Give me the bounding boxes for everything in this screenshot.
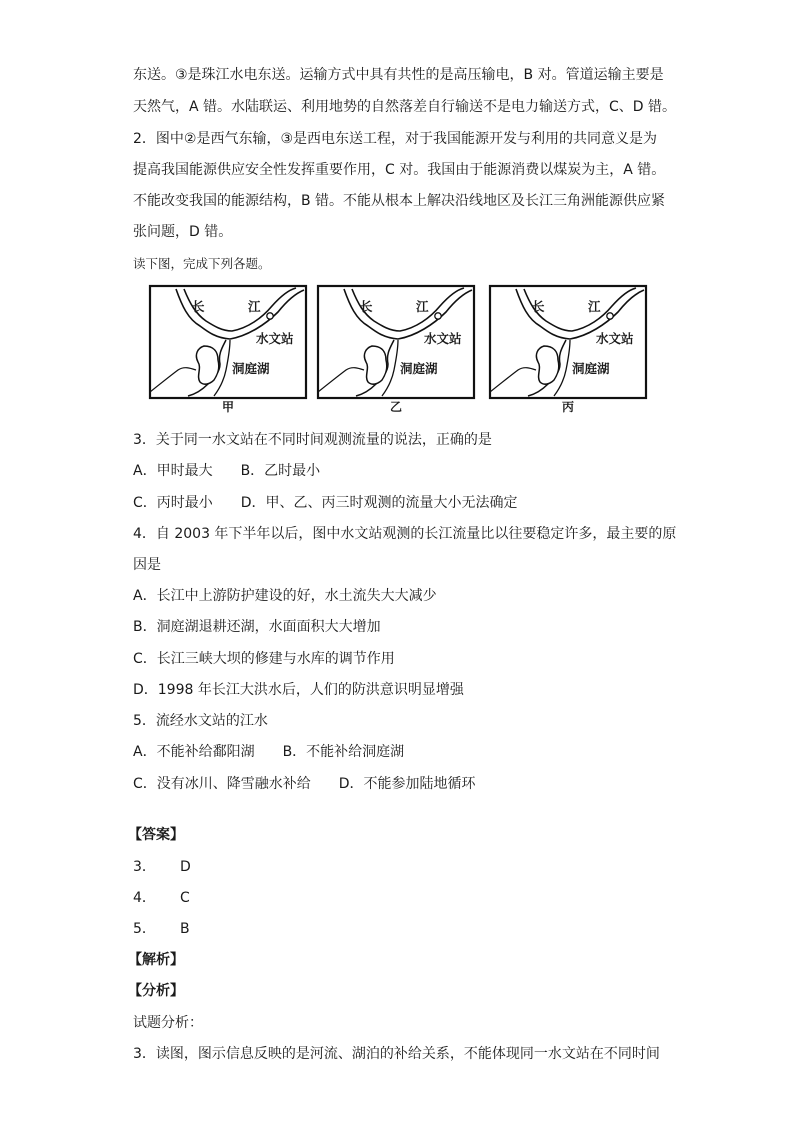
lake-label: 洞庭湖 bbox=[400, 361, 438, 376]
paragraph-line: 张问题，D 错。 bbox=[133, 224, 233, 240]
analysis-text: 3．读图，图示信息反映的是河流、湖泊的补给关系，不能体现同一水文站在不同时间 bbox=[133, 1046, 660, 1062]
question-3-stem: 3．关于同一水文站在不同时间观测流量的说法，正确的是 bbox=[133, 432, 492, 448]
paragraph-line: 不能改变我国的能源结构，B 错。不能从根本上解决沿线地区及长江三角洲能源供应紧 bbox=[133, 193, 666, 209]
question-4-stem-cont: 因是 bbox=[133, 557, 161, 573]
river-label: 长 bbox=[532, 299, 545, 314]
analysis-label: 试题分析： bbox=[133, 1015, 203, 1031]
river-label: 江 bbox=[416, 299, 429, 314]
answer-number: 3． bbox=[133, 859, 156, 875]
analysis-heading: 【解析】 bbox=[128, 952, 184, 968]
map-bing bbox=[488, 284, 648, 414]
answer-heading: 【答案】 bbox=[128, 827, 184, 843]
instruction-text: 读下图，完成下列各题。 bbox=[133, 256, 271, 271]
river-label: 江 bbox=[588, 299, 601, 314]
question-5-options-ab: A．不能补给鄱阳湖 B．不能补给洞庭湖 bbox=[133, 744, 405, 760]
answer-item bbox=[133, 858, 191, 876]
answer-item bbox=[133, 920, 190, 938]
question-4-option-c: C．长江三峡大坝的修建与水库的调节作用 bbox=[133, 651, 395, 667]
question-4-option-b: B．洞庭湖退耕还湖，水面面积大大增加 bbox=[133, 619, 381, 635]
map-caption: 丙 bbox=[561, 400, 574, 414]
map-figure-group bbox=[148, 284, 648, 414]
map-yi bbox=[316, 284, 476, 414]
river-label: 长 bbox=[360, 299, 373, 314]
answer-value: B bbox=[180, 921, 190, 937]
station-label: 水文站 bbox=[424, 331, 462, 346]
lake-label: 洞庭湖 bbox=[572, 361, 610, 376]
map-caption: 乙 bbox=[389, 400, 402, 414]
question-4-option-a: A．长江中上游防护建设的好，水土流失大大减少 bbox=[133, 588, 437, 604]
answer-value: D bbox=[180, 859, 191, 875]
question-5-stem: 5．流经水文站的江水 bbox=[133, 713, 268, 729]
river-label: 江 bbox=[248, 299, 261, 314]
answer-number: 4． bbox=[133, 890, 156, 906]
question-3-options-ab: A．甲时最大 B．乙时最小 bbox=[133, 463, 321, 479]
station-label: 水文站 bbox=[596, 331, 634, 346]
station-label: 水文站 bbox=[256, 331, 294, 346]
question-3-options-cd: C．丙时最小 D．甲、乙、丙三时观测的流量大小无法确定 bbox=[133, 495, 518, 511]
answer-value: C bbox=[180, 890, 190, 906]
paragraph-line: 东送。③是珠江水电东送。运输方式中具有共性的是高压输电，B 对。管道运输主要是 bbox=[133, 67, 664, 83]
map-caption: 甲 bbox=[221, 400, 234, 414]
map-jia bbox=[148, 284, 308, 414]
paragraph-line: 2．图中②是西气东输，③是西电东送工程，对于我国能源开发与利用的共同意义是为 bbox=[133, 131, 658, 147]
answer-number: 5． bbox=[133, 921, 156, 937]
question-5-options-cd: C．没有冰川、降雪融水补给 D．不能参加陆地循环 bbox=[133, 776, 476, 792]
answer-item bbox=[133, 889, 190, 907]
question-4-stem: 4．自 2003 年下半年以后，图中水文站观测的长江流量比以往要稳定许多，最主要的原 bbox=[133, 526, 677, 542]
paragraph-line: 提高我国能源供应安全性发挥重要作用，C 对。我国由于能源消费以煤炭为主，A 错。 bbox=[133, 162, 666, 178]
analysis-subheading: 【分析】 bbox=[128, 983, 184, 999]
river-label: 长 bbox=[192, 299, 205, 314]
paragraph-line: 天然气，A 错。水陆联运、利用地势的自然落差自行输送不是电力输送方式，C、D 错。 bbox=[133, 99, 677, 115]
question-4-option-d: D．1998 年长江大洪水后，人们的防洪意识明显增强 bbox=[133, 682, 464, 698]
lake-label: 洞庭湖 bbox=[232, 361, 270, 376]
